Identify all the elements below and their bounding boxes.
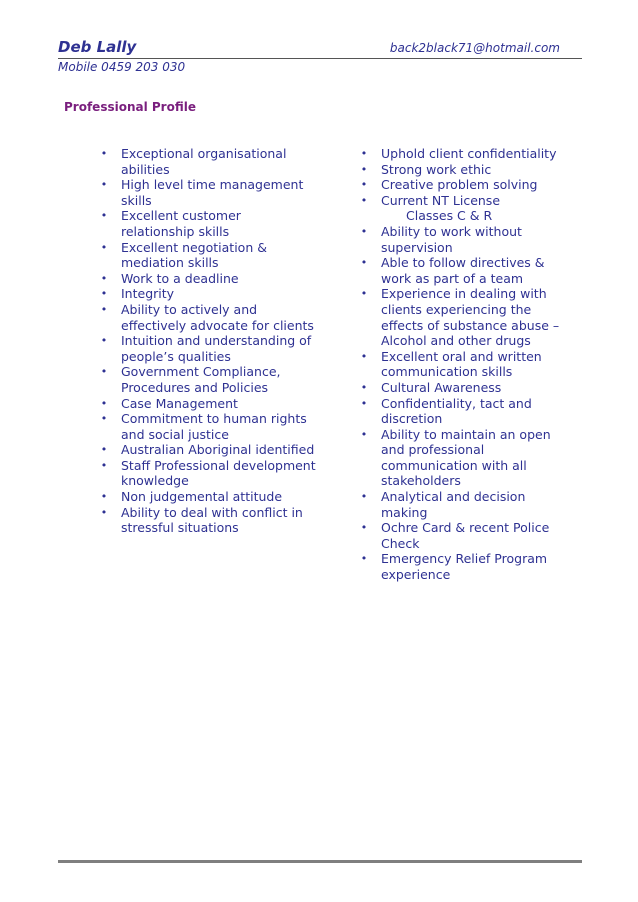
candidate-name: Deb Lally — [58, 38, 137, 56]
list-item — [358, 177, 570, 193]
bullet-icon: • — [100, 271, 108, 285]
bullet-icon: • — [360, 427, 368, 441]
list-item-text: Case Management — [121, 395, 238, 411]
bullet-icon: • — [360, 521, 368, 535]
bullet-icon: • — [100, 396, 108, 410]
bullet-icon: • — [100, 240, 108, 254]
list-item — [358, 255, 570, 286]
list-item — [358, 380, 570, 396]
list-item — [98, 177, 316, 208]
list-item-text: Ability to deal with conflict in stressful situations — [121, 504, 303, 536]
profile-list-right — [358, 146, 570, 583]
list-item-text: Cultural Awareness — [381, 379, 502, 395]
section-title-professional-profile: Professional Profile — [64, 100, 196, 114]
list-item-text: Emergency Relief Program experience — [381, 551, 548, 583]
list-item — [98, 286, 316, 302]
bullet-icon: • — [100, 490, 108, 504]
contact-email[interactable]: back2black71@hotmail.com — [389, 41, 560, 55]
bullet-icon: • — [360, 193, 368, 207]
bullet-icon: • — [360, 490, 368, 504]
list-item-text: Strong work ethic — [381, 161, 492, 177]
list-item — [358, 286, 570, 348]
list-item-text: Commitment to human rights and social justice — [121, 411, 307, 442]
list-item-text: Experience in dealing with clients experiencing the effects of substance abuse – Alcohol and other drugs — [381, 286, 560, 349]
license-classes: Classes C & R — [406, 208, 493, 224]
list-item-text: Excellent negotiation & mediation skills — [121, 239, 267, 271]
list-item — [358, 146, 570, 162]
list-item-text: Confidentiality, tact and discretion — [381, 395, 532, 427]
list-item — [98, 302, 316, 333]
list-item-text: Analytical and decision making — [381, 489, 526, 520]
profile-list-left — [98, 146, 316, 536]
list-item-text: Work to a deadline — [121, 270, 239, 286]
list-item — [358, 551, 570, 582]
list-item — [358, 193, 570, 224]
list-item-text: Ochre Card & recent Police Check — [381, 520, 550, 551]
bullet-icon: • — [100, 147, 108, 160]
bullet-icon: • — [360, 147, 368, 160]
list-item — [98, 458, 316, 489]
list-item-text: Ability to work without supervision — [381, 223, 522, 255]
bullet-icon: • — [360, 552, 368, 566]
list-item-text: Non judgemental attitude — [121, 489, 283, 505]
list-item-text: Excellent customer relationship skills — [121, 208, 241, 239]
list-item-text: Creative problem solving — [381, 177, 538, 193]
bullet-icon: • — [100, 334, 108, 348]
list-item-text: Able to follow directives & work as part of a team — [381, 255, 545, 286]
list-item — [358, 427, 570, 489]
list-item-text: Excellent oral and written communication skills — [381, 348, 542, 380]
list-item — [98, 271, 316, 287]
list-item-text: Integrity — [121, 286, 175, 302]
resume-header — [58, 38, 582, 59]
list-item — [98, 333, 316, 364]
list-item — [358, 520, 570, 551]
list-item — [98, 364, 316, 395]
bullet-icon: • — [360, 349, 368, 363]
bullet-icon: • — [100, 458, 108, 472]
list-item-text: Exceptional organisational abilities — [121, 146, 287, 177]
footer-divider — [58, 860, 582, 863]
list-item — [98, 505, 316, 536]
list-item-text: Intuition and understanding of people’s qualities — [121, 333, 312, 364]
bullet-icon: • — [360, 396, 368, 410]
bullet-icon: • — [100, 505, 108, 519]
bullet-icon: • — [360, 287, 368, 301]
list-item — [358, 489, 570, 520]
bullet-icon: • — [100, 302, 108, 316]
bullet-icon: • — [360, 256, 368, 270]
list-item — [98, 146, 316, 177]
list-item-text: Ability to actively and effectively advocate for clients — [121, 301, 314, 333]
list-item-text: Uphold client confidentiality — [381, 146, 557, 161]
list-item — [358, 349, 570, 380]
list-item — [98, 411, 316, 442]
bullet-icon: • — [100, 443, 108, 457]
list-item — [98, 396, 316, 412]
list-item — [358, 162, 570, 178]
list-item-text: High level time management skills — [121, 177, 304, 208]
bullet-icon: • — [360, 224, 368, 238]
bullet-icon: • — [100, 178, 108, 192]
list-item — [358, 224, 570, 255]
list-item-text: Staff Professional development knowledge — [121, 457, 316, 489]
list-item — [98, 489, 316, 505]
bullet-icon: • — [100, 209, 108, 223]
bullet-icon: • — [100, 365, 108, 379]
list-item — [98, 442, 316, 458]
list-item-text: Government Compliance, Procedures and Policies — [121, 364, 281, 395]
bullet-icon: • — [360, 162, 368, 176]
list-item-text: Ability to maintain an open and professional communication with all stakeholders — [381, 426, 551, 489]
bullet-icon: • — [360, 178, 368, 192]
bullet-icon: • — [100, 287, 108, 301]
contact-mobile: Mobile 0459 203 030 — [58, 60, 186, 74]
list-item-text: Australian Aboriginal identified — [121, 442, 315, 458]
list-item — [358, 396, 570, 427]
list-item-text: Current NT License — [381, 192, 501, 208]
bullet-icon: • — [100, 412, 108, 426]
list-item — [98, 208, 316, 239]
list-item — [98, 240, 316, 271]
bullet-icon: • — [360, 380, 368, 394]
